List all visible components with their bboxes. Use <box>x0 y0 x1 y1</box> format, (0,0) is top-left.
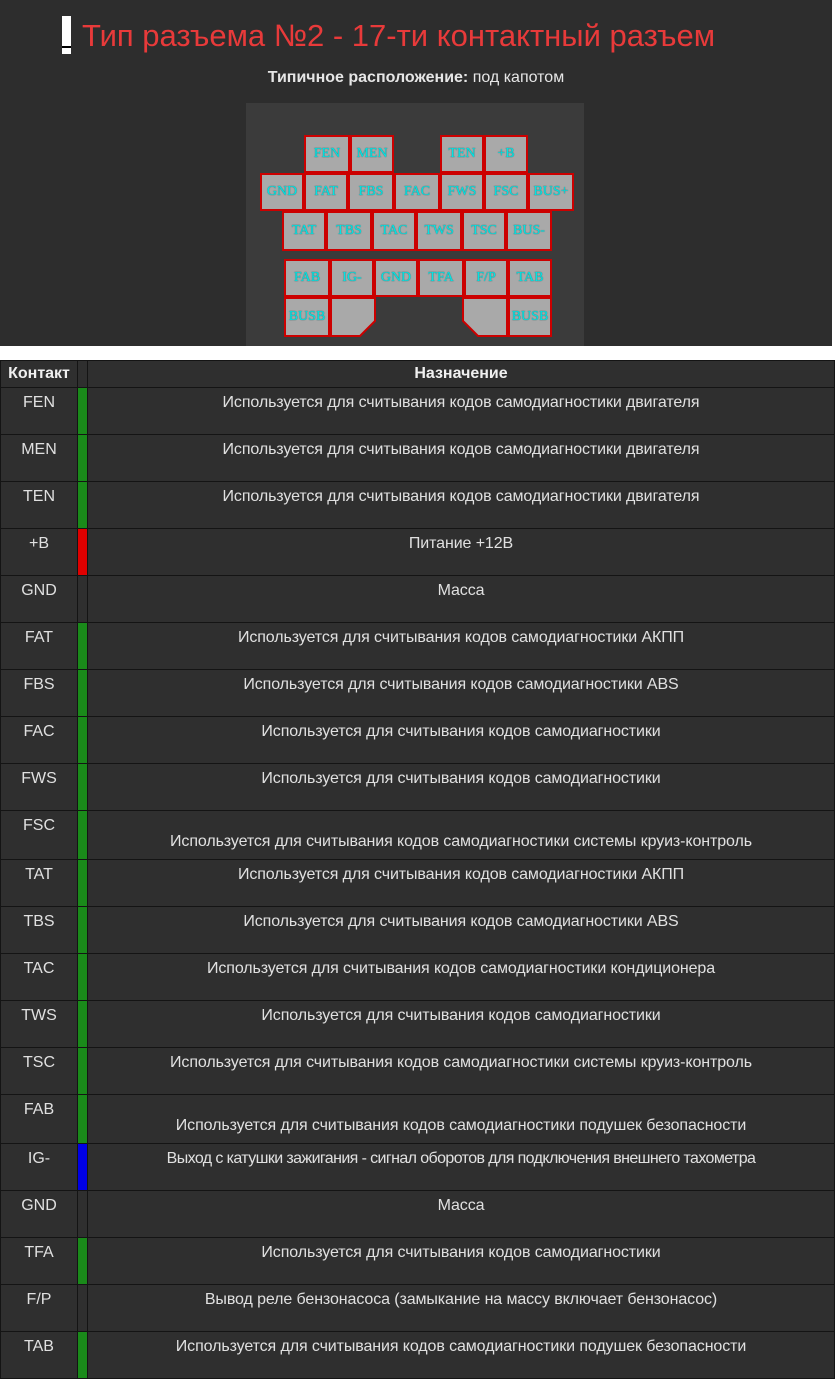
blank-slot-right <box>462 297 508 337</box>
pin-ig-minus: IG- <box>330 259 374 297</box>
contact-cell: TEN <box>1 482 78 529</box>
contact-cell: FBS <box>1 670 78 717</box>
location-line <box>0 68 832 88</box>
pinout-table <box>0 360 835 1379</box>
blank-slot-left <box>330 297 376 337</box>
table-row <box>1 1095 835 1144</box>
purpose-cell: Используется для считывания кодов самодиагностики подушек безопасности <box>88 1095 835 1144</box>
table-row <box>1 1238 835 1285</box>
table-row <box>1 954 835 1001</box>
color-indicator <box>78 670 88 717</box>
color-indicator <box>78 907 88 954</box>
color-indicator <box>78 1332 88 1379</box>
pin-tfa: TFA <box>418 259 464 297</box>
color-indicator <box>78 1144 88 1191</box>
contact-cell: TAB <box>1 1332 78 1379</box>
contact-cell: +B <box>1 529 78 576</box>
color-indicator <box>78 860 88 907</box>
color-indicator <box>78 435 88 482</box>
color-indicator <box>78 388 88 435</box>
text-cursor-marker <box>62 16 71 54</box>
color-indicator <box>78 1001 88 1048</box>
pin-ten: TEN <box>440 135 484 173</box>
table-row <box>1 1144 835 1191</box>
color-indicator <box>78 1191 88 1238</box>
table-row <box>1 1191 835 1238</box>
contact-cell: FEN <box>1 388 78 435</box>
table-row <box>1 576 835 623</box>
pin-tbs: TBS <box>326 211 372 251</box>
pin-gnd-2: GND <box>374 259 418 297</box>
pin-plus-b: +B <box>484 135 528 173</box>
pin-tws: TWS <box>416 211 462 251</box>
purpose-cell: Используется для считывания кодов самодиагностики двигателя <box>88 482 835 529</box>
pin-fac: FAC <box>394 173 440 211</box>
table-row <box>1 717 835 764</box>
table-row <box>1 670 835 717</box>
purpose-cell: Питание +12В <box>88 529 835 576</box>
color-indicator <box>78 1285 88 1332</box>
contact-cell: TBS <box>1 907 78 954</box>
contact-cell: GND <box>1 1191 78 1238</box>
table-row <box>1 764 835 811</box>
header-purpose: Назначение <box>88 361 835 388</box>
contact-cell: TAC <box>1 954 78 1001</box>
purpose-cell: Используется для считывания кодов самодиагностики <box>88 1001 835 1048</box>
purpose-cell: Используется для считывания кодов самодиагностики системы круиз-контроль <box>88 1048 835 1095</box>
page-title: Тип разъема №2 - 17-ти контактный разъем <box>82 18 716 53</box>
contact-cell: FAB <box>1 1095 78 1144</box>
table-row <box>1 1048 835 1095</box>
contact-cell: FWS <box>1 764 78 811</box>
location-value: под капотом <box>472 69 565 86</box>
color-indicator <box>78 764 88 811</box>
table-header-row <box>1 361 835 388</box>
table-row <box>1 1285 835 1332</box>
purpose-cell: Используется для считывания кодов самодиагностики подушек безопасности <box>88 1332 835 1379</box>
purpose-cell: Используется для считывания кодов самодиагностики кондиционера <box>88 954 835 1001</box>
color-indicator <box>78 482 88 529</box>
contact-cell: TAT <box>1 860 78 907</box>
contact-cell: GND <box>1 576 78 623</box>
pin-busb-right: BUSB <box>508 297 552 337</box>
connector-diagram <box>246 103 584 346</box>
color-indicator <box>78 954 88 1001</box>
table-row <box>1 1001 835 1048</box>
color-indicator <box>78 529 88 576</box>
pin-fab: FAB <box>284 259 330 297</box>
header-color-bar <box>78 361 88 388</box>
contact-cell: F/P <box>1 1285 78 1332</box>
color-indicator <box>78 1048 88 1095</box>
contact-cell: FSC <box>1 811 78 860</box>
color-indicator <box>78 717 88 764</box>
purpose-cell: Масса <box>88 1191 835 1238</box>
pin-men: MEN <box>350 135 394 173</box>
pin-tab: TAB <box>508 259 552 297</box>
purpose-cell: Используется для считывания кодов самодиагностики двигателя <box>88 435 835 482</box>
table-body <box>1 388 835 1379</box>
contact-cell: TFA <box>1 1238 78 1285</box>
contact-cell: TSC <box>1 1048 78 1095</box>
contact-cell: FAC <box>1 717 78 764</box>
table-row <box>1 435 835 482</box>
pin-fbs: FBS <box>348 173 394 211</box>
pin-tat: TAT <box>282 211 326 251</box>
purpose-cell: Используется для считывания кодов самодиагностики <box>88 1238 835 1285</box>
pin-fws: FWS <box>440 173 484 211</box>
purpose-cell: Используется для считывания кодов самодиагностики ABS <box>88 907 835 954</box>
pin-tsc: TSC <box>462 211 506 251</box>
color-indicator <box>78 1095 88 1144</box>
pin-bus-plus: BUS+ <box>528 173 574 211</box>
pin-tac: TAC <box>372 211 416 251</box>
color-indicator <box>78 811 88 860</box>
table-row <box>1 907 835 954</box>
contact-cell: IG- <box>1 1144 78 1191</box>
color-indicator <box>78 1238 88 1285</box>
header-panel <box>0 0 832 346</box>
pin-fat: FAT <box>304 173 348 211</box>
table-row <box>1 811 835 860</box>
purpose-cell: Используется для считывания кодов самодиагностики <box>88 717 835 764</box>
header-contact: Контакт <box>1 361 78 388</box>
table-row <box>1 860 835 907</box>
color-indicator <box>78 576 88 623</box>
table-row <box>1 1332 835 1379</box>
pin-fsc: FSC <box>484 173 528 211</box>
table-row <box>1 623 835 670</box>
purpose-cell: Масса <box>88 576 835 623</box>
color-indicator <box>78 623 88 670</box>
pin-gnd: GND <box>260 173 304 211</box>
location-label: Типичное расположение: <box>267 69 469 86</box>
purpose-cell: Используется для считывания кодов самодиагностики двигателя <box>88 388 835 435</box>
purpose-cell: Используется для считывания кодов самодиагностики АКПП <box>88 860 835 907</box>
table-row <box>1 529 835 576</box>
table-row <box>1 482 835 529</box>
pin-bus-minus: BUS- <box>506 211 552 251</box>
purpose-cell: Используется для считывания кодов самодиагностики ABS <box>88 670 835 717</box>
contact-cell: MEN <box>1 435 78 482</box>
purpose-cell: Используется для считывания кодов самодиагностики системы круиз-контроль <box>88 811 835 860</box>
pin-busb-left: BUSB <box>284 297 330 337</box>
pin-fen: FEN <box>304 135 350 173</box>
purpose-cell: Вывод реле бензонасоса (замыкание на массу включает бензонасос) <box>88 1285 835 1332</box>
contact-cell: TWS <box>1 1001 78 1048</box>
purpose-cell: Используется для считывания кодов самодиагностики АКПП <box>88 623 835 670</box>
pin-fp: F/P <box>464 259 508 297</box>
table-row <box>1 388 835 435</box>
purpose-cell: Выход с катушки зажигания - сигнал оборотов для подключения внешнего тахометра <box>88 1144 835 1191</box>
purpose-cell: Используется для считывания кодов самодиагностики <box>88 764 835 811</box>
contact-cell: FAT <box>1 623 78 670</box>
